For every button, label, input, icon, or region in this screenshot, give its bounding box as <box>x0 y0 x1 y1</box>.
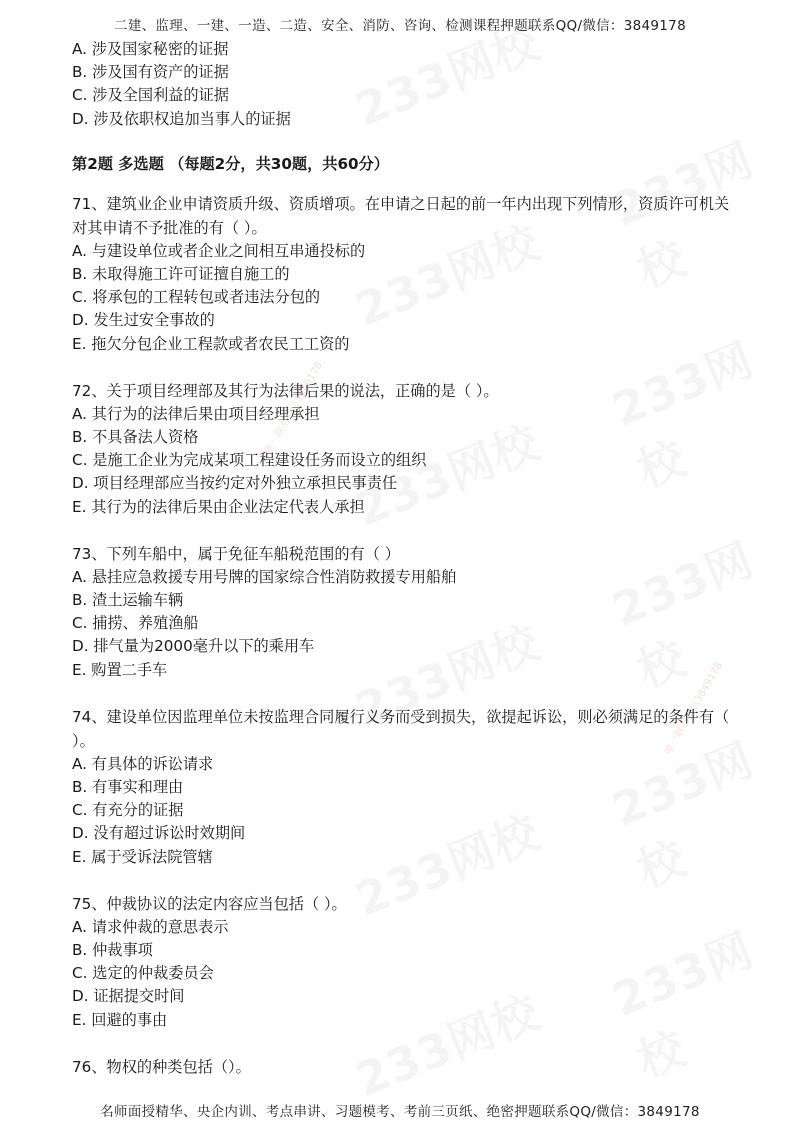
option: B. 有事实和理由 <box>72 778 184 797</box>
question-72 <box>72 379 732 519</box>
option: B. 仲裁事项 <box>72 941 153 960</box>
option: E. 购置二手车 <box>72 660 168 679</box>
option: C. 有充分的证据 <box>72 801 184 820</box>
option: B. 不具备法人资格 <box>72 428 199 447</box>
option: D. 项目经理部应当按约定对外独立承担民事责任 <box>72 474 398 493</box>
question-73 <box>72 542 732 682</box>
option: E. 回避的事由 <box>72 1010 168 1029</box>
question-74 <box>72 705 732 869</box>
option: D. 排气量为2000毫升以下的乘用车 <box>72 637 315 656</box>
question-76 <box>72 1055 732 1079</box>
option: A. 请求仲裁的意思表示 <box>72 917 229 936</box>
page-footer: 名师面授精华、央企内训、考点串讲、习题模考、考前三页纸、绝密押题联系QQ/微信：3849178 <box>100 1104 700 1120</box>
option: B. 未取得施工许可证擅自施工的 <box>72 265 290 284</box>
question-75 <box>72 892 732 1032</box>
question-stem: 71、建筑业企业申请资质升级、资质增项。在申请之日起的前一年内出现下列情形，资质许可机关对其申请不予批准的有（ ）。 <box>72 194 730 237</box>
option: E. 属于受诉法院管辖 <box>72 847 213 866</box>
question-stem: 74、建设单位因监理单位未按监理合同履行义务而受到损失，欲提起诉讼，则必须满足的条件有（ ）。 <box>72 707 730 750</box>
option: A. 有具体的诉讼请求 <box>72 754 214 773</box>
option: D. 发生过安全事故的 <box>72 311 215 330</box>
option: D. 涉及依职权追加当事人的证据 <box>72 109 291 128</box>
page-header: 二建、监理、一建、一造、二造、安全、消防、咨询、检测课程押题联系QQ/微信：3849178 <box>114 18 686 34</box>
document-body <box>72 38 732 1079</box>
watermark-contact: 唯一联系微信3849178 <box>663 660 725 757</box>
question-stem: 72、关于项目经理部及其行为法律后果的说法，正确的是（ ）。 <box>72 381 499 400</box>
carryover-options <box>72 38 732 131</box>
option: A. 其行为的法律后果由项目经理承担 <box>72 404 320 423</box>
option: A. 与建设单位或者企业之间相互串通投标的 <box>72 241 366 260</box>
option: C. 涉及全国利益的证据 <box>72 86 229 105</box>
question-71 <box>72 192 732 356</box>
option: E. 拖欠分包企业工程款或者农民工工资的 <box>72 334 350 353</box>
option: B. 渣土运输车辆 <box>72 591 184 610</box>
question-stem: 76、物权的种类包括（）。 <box>72 1057 251 1076</box>
option: B. 涉及国有资产的证据 <box>72 63 229 82</box>
option: C. 选定的仲裁委员会 <box>72 964 214 983</box>
option: E. 其行为的法律后果由企业法定代表人承担 <box>72 497 365 516</box>
watermark-contact: 唯一联系微信3849178 <box>263 360 325 457</box>
question-stem: 75、仲裁协议的法定内容应当包括（ ）。 <box>72 894 347 913</box>
option: A. 悬挂应急救援专用号牌的国家综合性消防救援专用船舶 <box>72 567 457 586</box>
option: D. 没有超过诉讼时效期间 <box>72 824 246 843</box>
question-stem: 73、下列车船中，属于免征车船税范围的有（ ） <box>72 544 400 563</box>
section-title: 第2题 多选题 （每题2分，共30题，共60分） <box>72 154 389 173</box>
option: C. 将承包的工程转包或者违法分包的 <box>72 288 321 307</box>
option: A. 涉及国家秘密的证据 <box>72 40 229 58</box>
option: D. 证据提交时间 <box>72 987 185 1006</box>
option: C. 捕捞、养殖渔船 <box>72 614 199 633</box>
option: C. 是施工企业为完成某项工程建设任务而设立的组织 <box>72 451 427 470</box>
